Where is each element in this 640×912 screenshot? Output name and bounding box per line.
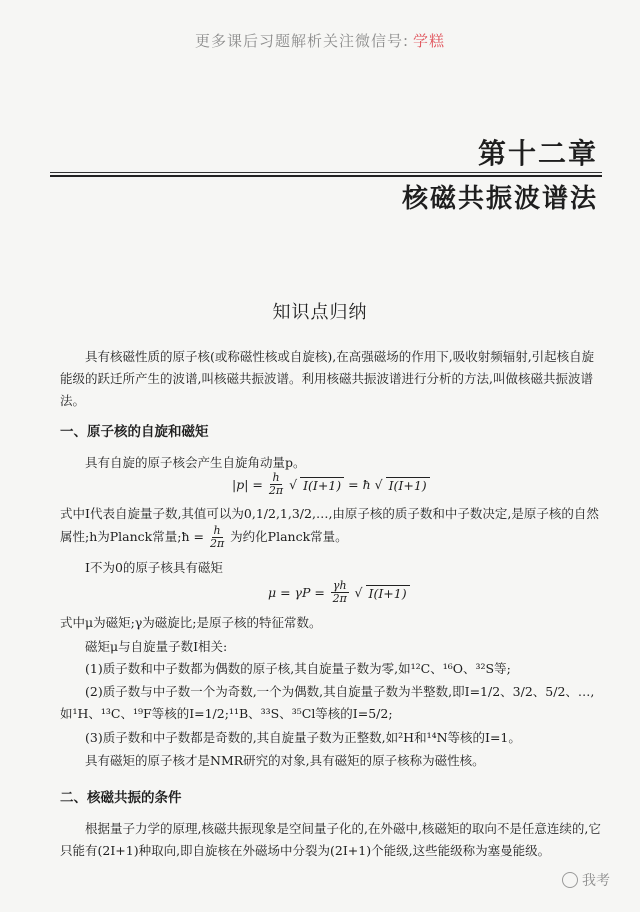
equation-angular-momentum xyxy=(232,472,430,497)
eq1-radicand-2: I(I+1) xyxy=(386,477,430,493)
eq1-radicand: I(I+1) xyxy=(300,477,344,493)
paragraph-moment-relation: 磁矩μ与自旋量子数I相关: xyxy=(85,639,228,654)
wechat-icon xyxy=(562,872,578,888)
heading-spin-magnetic-moment: 一、原子核的自旋和磁矩 xyxy=(60,424,209,440)
eq1-numerator: h xyxy=(272,471,280,484)
paragraph-magnetic-ratio: 式中μ为磁矩;γ为磁旋比;是原子核的特征常数。 xyxy=(60,615,322,630)
paragraph-spin-quantum-number xyxy=(60,503,604,550)
top-banner xyxy=(0,30,640,51)
chapter-number: 第十二章 xyxy=(477,137,598,170)
eq2-denominator: 2π xyxy=(332,592,347,605)
p2-numerator: h xyxy=(213,524,221,537)
eq2-fraction xyxy=(331,580,349,605)
sqrt-icon: √ xyxy=(354,585,363,600)
equation-magnetic-moment xyxy=(268,580,410,605)
heading-resonance-conditions: 二、核磁共振的条件 xyxy=(60,790,182,806)
p2-tail: 为约化Planck常量。 xyxy=(230,529,348,544)
paragraph-case-2: (2)质子数与中子数一个为奇数,一个为偶数,其自旋量子数为半整数,即I=1/2、3/2、5/2、…,如¹H、¹³C、¹⁹F等核的I=1/2;¹¹B、³³S、³⁵Cl等核的I=5/2; xyxy=(60,684,595,721)
eq1-middle: = ħ xyxy=(348,477,371,492)
chapter-rule-thin xyxy=(50,172,602,173)
p2-denominator: 2π xyxy=(209,537,225,550)
p2-text: 式中I代表自旋量子数,其值可以为0,1/2,1,3/2,…,由原子核的质子数和中子数决定,是原子核的自然属性;h为Planck常量;ħ = xyxy=(60,506,599,544)
eq1-fraction xyxy=(269,472,283,497)
paragraph-case-1: (1)质子数和中子数都为偶数的原子核,其自旋量子数为零,如¹²C、¹⁶O、³²S等; xyxy=(85,661,511,676)
footer-logo xyxy=(562,870,610,890)
paragraph-quantum-principle: 根据量子力学的原理,核磁共振现象是空间量子化的,在外磁中,核磁矩的取向不是任意连续的,它只能有(2I+1)种取向,即自旋核在外磁场中分裂为(2I+1)个能级,这些能级称为塞曼能级。 xyxy=(60,821,601,858)
chapter-rule-thick xyxy=(50,175,602,177)
footer-logo-text: 我考 xyxy=(582,873,610,889)
eq2-numerator: γh xyxy=(332,579,347,592)
sqrt-icon: √ xyxy=(374,477,383,492)
eq2-lhs: μ = γP = xyxy=(268,585,325,600)
sqrt-icon: √ xyxy=(289,477,298,492)
banner-text: 更多课后习题解析关注微信号: xyxy=(194,32,410,50)
p2-fraction xyxy=(210,525,224,550)
section-heading: 知识点归纳 xyxy=(272,302,368,323)
chapter-title: 核磁共振波谱法 xyxy=(401,184,598,214)
banner-accent: 学糕 xyxy=(413,32,446,50)
eq2-radicand: I(I+1) xyxy=(366,585,410,601)
intro-paragraph: 具有核磁性质的原子核(或称磁性核或自旋核),在高强磁场的作用下,吸收射频辐射,引起核自旋能级的跃迁所产生的波谱,叫核磁共振波谱。利用核磁共振波谱进行分析的方法,叫做核磁共振波谱法。 xyxy=(60,349,595,408)
eq1-denominator: 2π xyxy=(268,484,284,497)
paragraph-nonzero-spin: I不为0的原子核具有磁矩 xyxy=(85,560,223,575)
paragraph-nmr-object: 具有磁矩的原子核才是NMR研究的对象,具有磁矩的原子核称为磁性核。 xyxy=(85,753,485,768)
paragraph-spin-momentum: 具有自旋的原子核会产生自旋角动量p。 xyxy=(85,455,306,470)
paragraph-case-3: (3)质子数和中子数都是奇数的,其自旋量子数为正整数,如²H和¹⁴N等核的I=1。 xyxy=(85,730,521,745)
eq1-lhs: |p| = xyxy=(232,477,263,492)
